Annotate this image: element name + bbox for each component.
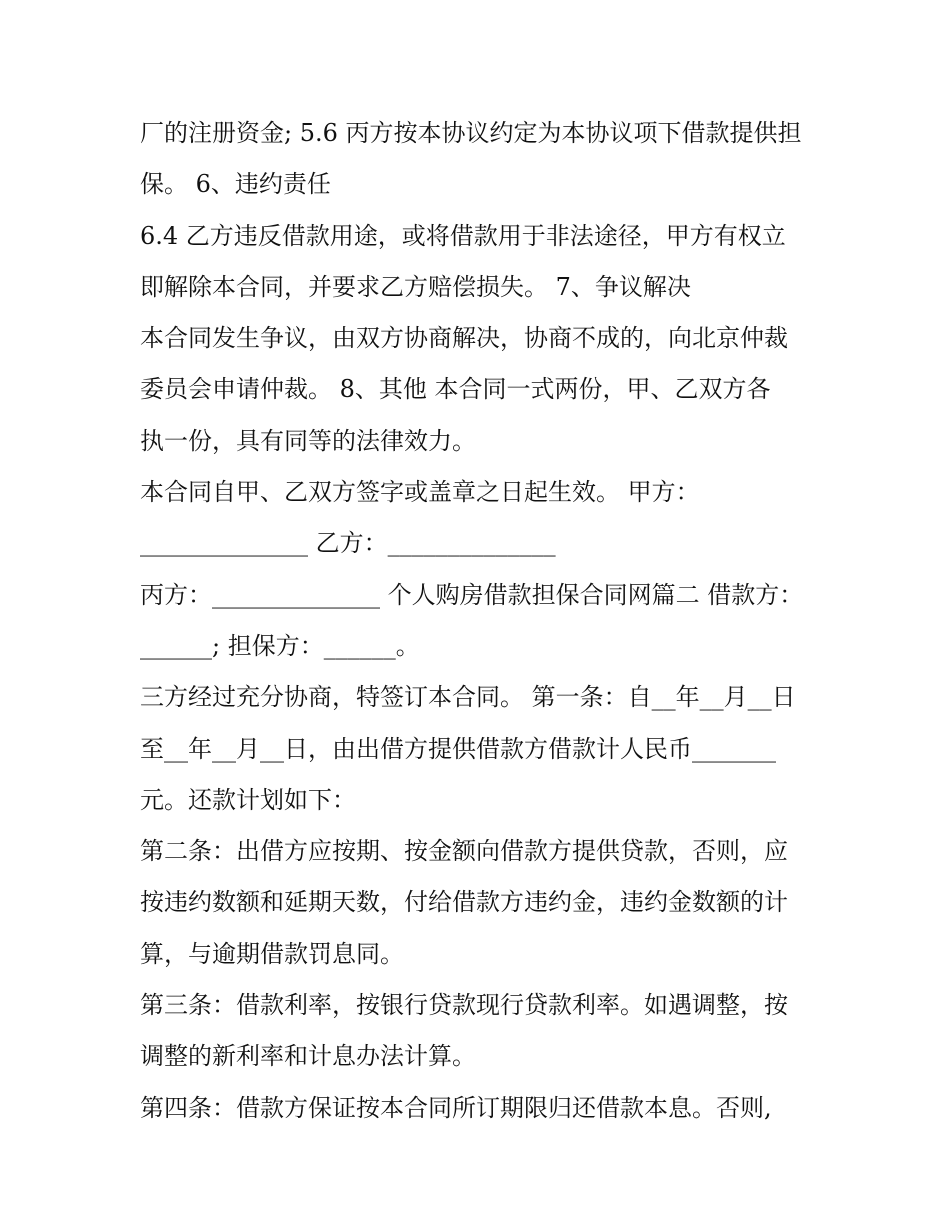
- text-line: 按违约数额和延期天数，付给借款方违约金，违约金数额的计: [140, 888, 788, 917]
- text-line: 元。还款计划如下：: [140, 785, 356, 814]
- text-line: 6.4 乙方违反借款用途，或将借款用于非法途径，甲方有权立: [140, 221, 786, 250]
- text-line: ______; 担保方：______。: [140, 631, 420, 660]
- document-body: [140, 108, 830, 1134]
- text-line: 本合同自甲、乙双方签字或盖章之日起生效。 甲方：: [140, 478, 700, 507]
- text-line: 保。 6、违约责任: [140, 170, 331, 199]
- text-line: 第四条：借款方保证按本合同所订期限归还借款本息。否则,: [140, 1093, 772, 1122]
- text-line: 三方经过充分协商，特签订本合同。 第一条：自__年__月__日: [140, 683, 796, 712]
- text-line: 丙方：______________ 个人购房借款担保合同网篇二 借款方：: [140, 580, 804, 609]
- text-line: 第二条：出借方应按期、按金额向借款方提供贷款，否则，应: [140, 837, 788, 866]
- text-line: 厂的注册资金; 5.6 丙方按本协议约定为本协议项下借款提供担: [140, 119, 802, 147]
- text-line: 至__年__月__日，由出借方提供借款方借款计人民币_______: [140, 734, 776, 763]
- text-line: 第三条：借款利率，按银行贷款现行贷款利率。如遇调整，按: [140, 991, 788, 1020]
- text-line: 本合同发生争议，由双方协商解决，协商不成的，向北京仲裁: [140, 324, 788, 353]
- text-line: 委员会申请仲裁。 8、其他 本合同一式两份，甲、乙双方各: [140, 375, 771, 404]
- text-line: 调整的新利率和计息办法计算。: [140, 1042, 476, 1071]
- text-line: 即解除本合同，并要求乙方赔偿损失。 7、争议解决: [140, 272, 691, 301]
- text-line: 算，与逾期借款罚息同。: [140, 939, 404, 968]
- signature-line: ______________ 乙方：______________: [140, 529, 556, 558]
- text-line: 执一份，具有同等的法律效力。: [140, 426, 476, 455]
